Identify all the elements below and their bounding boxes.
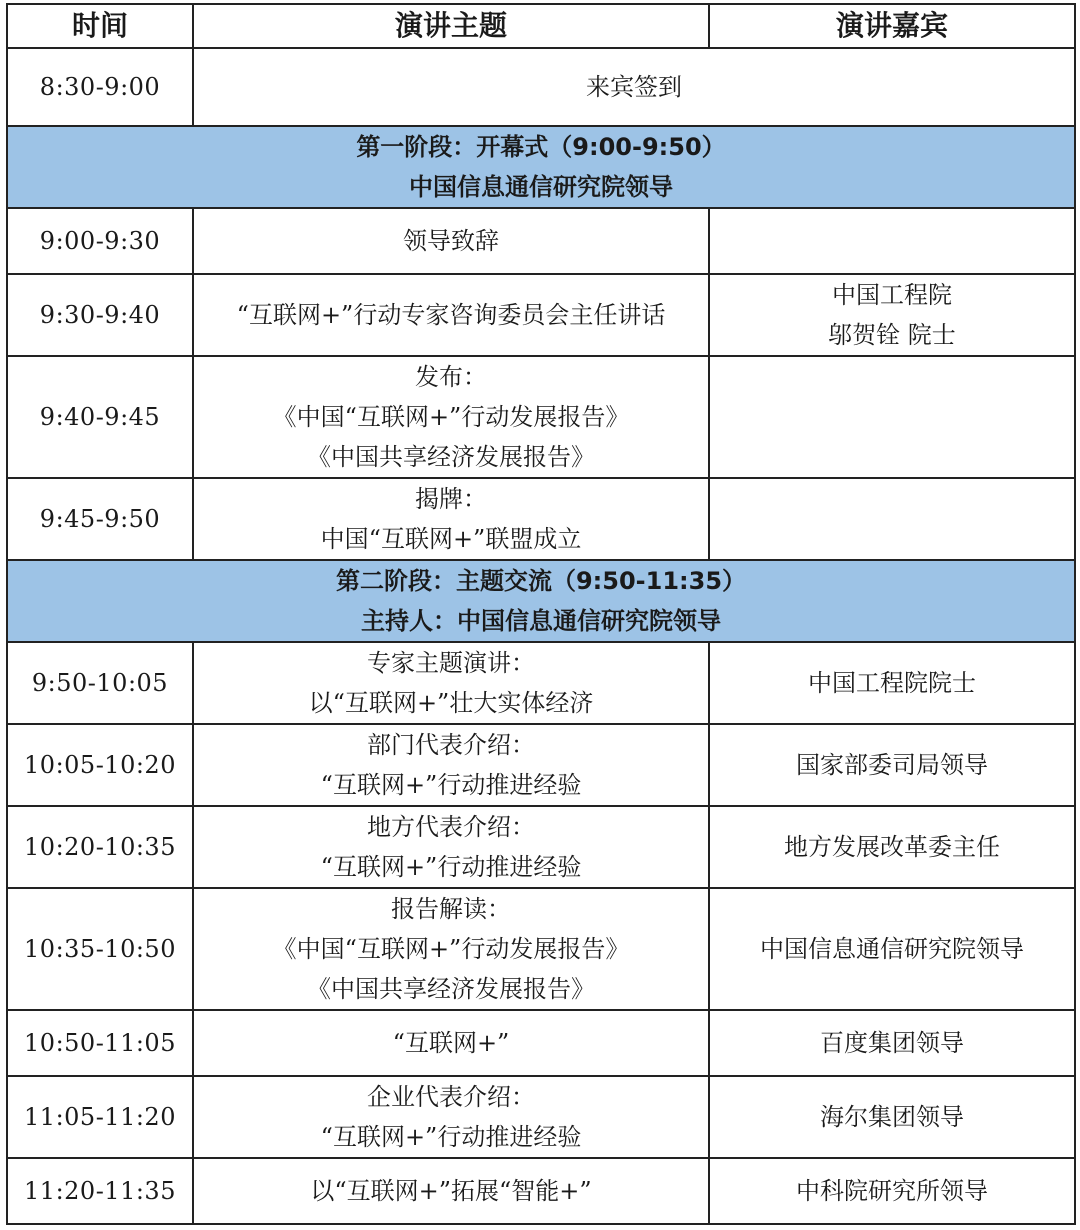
session-speaker — [709, 642, 1075, 724]
session-topic — [193, 888, 709, 1010]
session-speaker — [709, 478, 1075, 560]
topic-line: “互联网+”行动推进经验 — [320, 771, 582, 799]
topic-line: 揭牌： — [415, 485, 487, 513]
session-row — [7, 356, 1075, 478]
header-speaker: 演讲嘉宾 — [709, 4, 1075, 48]
session-row — [7, 806, 1075, 888]
session-speaker — [709, 274, 1075, 356]
session-time: 9:40-9:45 — [7, 356, 193, 478]
session-row — [7, 274, 1075, 356]
header-time: 时间 — [7, 4, 193, 48]
session-time: 11:20-11:35 — [7, 1158, 193, 1224]
session-time: 9:00-9:30 — [7, 208, 193, 274]
topic-line: 地方代表介绍： — [367, 813, 535, 841]
session-row — [7, 1010, 1075, 1076]
speaker-line: 海尔集团领导 — [820, 1103, 964, 1131]
topic-line: “互联网+”行动推进经验 — [320, 1123, 582, 1151]
section-title: 第二阶段：主题交流（9:50-11:35） — [335, 567, 747, 595]
session-time: 9:50-10:05 — [7, 642, 193, 724]
topic-line: 专家主题演讲： — [367, 649, 535, 677]
speaker-line: 邬贺铨 院士 — [828, 321, 956, 349]
section-header — [7, 126, 1075, 208]
session-row — [7, 478, 1075, 560]
session-row — [7, 724, 1075, 806]
topic-line: “互联网+” — [392, 1029, 510, 1057]
session-topic — [193, 642, 709, 724]
registration-row — [7, 48, 1075, 126]
session-topic — [193, 724, 709, 806]
section-subtitle: 中国信息通信研究院领导 — [409, 173, 673, 201]
session-time: 9:45-9:50 — [7, 478, 193, 560]
session-time: 10:20-10:35 — [7, 806, 193, 888]
topic-line: 以“互联网+”壮大实体经济 — [308, 689, 594, 717]
topic-line: “互联网+”行动推进经验 — [320, 853, 582, 881]
topic-line: 企业代表介绍： — [367, 1083, 535, 1111]
speaker-line: 国家部委司局领导 — [796, 751, 988, 779]
topic-line: 报告解读： — [391, 895, 511, 923]
speaker-line: 百度集团领导 — [820, 1029, 964, 1057]
session-topic — [193, 1010, 709, 1076]
agenda-table — [6, 3, 1076, 1225]
speaker-line: 中科院研究所领导 — [796, 1177, 988, 1205]
session-speaker — [709, 724, 1075, 806]
session-row — [7, 208, 1075, 274]
session-topic — [193, 274, 709, 356]
topic-line: 《中国共享经济发展报告》 — [307, 975, 595, 1003]
topic-line: 《中国“互联网+”行动发展报告》 — [272, 403, 630, 431]
session-row — [7, 642, 1075, 724]
session-topic — [193, 478, 709, 560]
header-topic: 演讲主题 — [193, 4, 709, 48]
speaker-line: 地方发展改革委主任 — [784, 833, 1000, 861]
topic-line: 发布： — [415, 363, 487, 391]
topic-line: 中国“互联网+”联盟成立 — [320, 525, 582, 553]
topic-line: 《中国“互联网+”行动发展报告》 — [272, 935, 630, 963]
session-topic — [193, 356, 709, 478]
session-speaker — [709, 1158, 1075, 1224]
section-header — [7, 560, 1075, 642]
session-speaker — [709, 1010, 1075, 1076]
topic-line: 以“互联网+”拓展“智能+” — [310, 1177, 592, 1205]
session-topic — [193, 208, 709, 274]
speaker-line: 中国信息通信研究院领导 — [760, 935, 1024, 963]
section-subtitle: 主持人：中国信息通信研究院领导 — [361, 607, 721, 635]
section-title: 第一阶段：开幕式（9:00-9:50） — [356, 133, 726, 161]
registration-time: 8:30-9:00 — [7, 48, 193, 126]
session-time: 10:35-10:50 — [7, 888, 193, 1010]
topic-line: 领导致辞 — [403, 227, 499, 255]
header-row — [7, 4, 1075, 48]
section-header-row — [7, 126, 1075, 208]
registration-text: 来宾签到 — [193, 48, 1075, 126]
session-speaker — [709, 888, 1075, 1010]
session-speaker — [709, 806, 1075, 888]
speaker-line: 中国工程院院士 — [808, 669, 976, 697]
session-topic — [193, 1158, 709, 1224]
session-row — [7, 1076, 1075, 1158]
session-topic — [193, 1076, 709, 1158]
session-time: 10:50-11:05 — [7, 1010, 193, 1076]
topic-line: 部门代表介绍： — [367, 731, 535, 759]
session-row — [7, 888, 1075, 1010]
session-time: 10:05-10:20 — [7, 724, 193, 806]
session-time: 9:30-9:40 — [7, 274, 193, 356]
speaker-line: 中国工程院 — [832, 281, 952, 309]
agenda-body — [7, 48, 1075, 1224]
session-speaker — [709, 208, 1075, 274]
session-row — [7, 1158, 1075, 1224]
session-speaker — [709, 1076, 1075, 1158]
topic-line: “互联网+”行动专家咨询委员会主任讲话 — [236, 301, 666, 329]
session-speaker — [709, 356, 1075, 478]
session-topic — [193, 806, 709, 888]
session-time: 11:05-11:20 — [7, 1076, 193, 1158]
section-header-row — [7, 560, 1075, 642]
topic-line: 《中国共享经济发展报告》 — [307, 443, 595, 471]
